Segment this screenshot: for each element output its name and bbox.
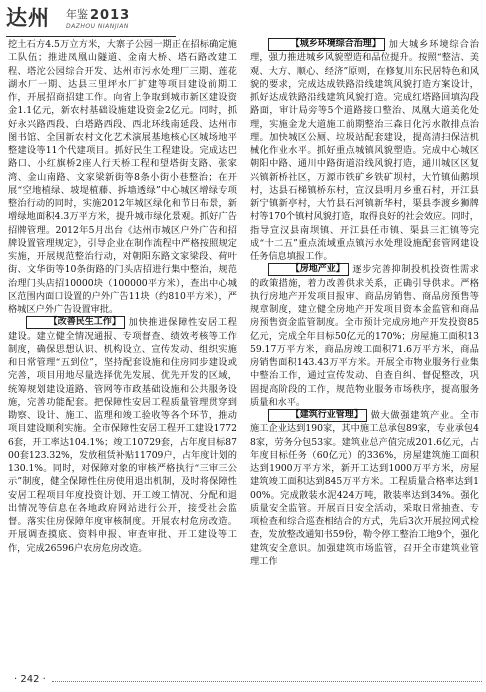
section-construction-industry-text: 做大做强建筑产业。全市施工企业达到190家，其中施工总承包89家，专业承包48家，劳务分包53家。建筑业总产值完成201.6亿元，占年度目标任务（60亿元）的336%，房屋建筑施工面积达到1900万平方米，新开工达到1000万平方米，房屋建筑竣工面积达到845万平方米。工程质量合格率达到100%。完成散装水泥424万吨，散装率达到34%。强化质量安全监管。开展百日安全活动，采取日常抽查、专项检查和综合巡查相结合的方式，先后3次开展拉网式检查，发放整改通知书59份，勒令停工整治工地9个，强化建筑安全意识。加强建筑市场监管，召开全市建筑业管理工作 [250, 410, 479, 567]
left-column [8, 38, 237, 555]
brand-english: DAZHOU NIANJIAN [66, 23, 129, 30]
brand-year: 2013 [90, 8, 131, 23]
section-livelihood [8, 316, 237, 555]
section-heading-environment: 【城乡环境综合治理】 [268, 38, 384, 51]
page-number: · 242 · [14, 674, 46, 685]
section-environment [250, 38, 479, 263]
section-heading-construction-industry: 【建筑行业管理】 [268, 409, 366, 422]
section-livelihood-text: 加快推进保障性安居工程建设。建立健全情况通报、专项督查、绩效考核等工作制度，确保思想认识、机构设立、宣传发动、组织实施和日常管理“五到位”，坚持配套设施和住房同步建设或完善，项目用地尽量选择优先发展、优先开发的区域，统筹规划建设道路、管网等市政基础设施和公共服务设施，完善功能配套。把保障性安居工程质量管理贯穿到勘察、设计、施工、监理和竣工验收等各个环节，推动项目建设顺利实施。全市保障性安居工程开工建设17726套，开工率达104.1%；竣工10729套，占年度目标8700套123.32%，发放租赁补贴11709户，占年度计划的130.1%。同时，对保障对象的审核严格执行“三审三公示”制度，健全保障性住房使用退出机制，及时将保障性安居工程项目年度投资计划、开工竣工情况、分配和退出情况等信息在各地政府网站进行公开，接受社会监督。落实住房保障年度审核制度。开展农村危房改造。开展调查摸底、资料申报、审查审批、开工建设等工作，完成26596户农房危房改造。 [8, 317, 237, 554]
section-environment-text: 加大城乡环境综合治理，强力推进城乡风貌塑造和品位提升。按照“整洁、美观、大方、顺心、经济”原则，在修复川东民居特色和风貌的要求，完成达成铁路沿线建筑风貌打造方案设计，抓好达成铁路沿线建筑风貌打造。完成红塔路回填沟段路面，审计局旁等5个道路接口整治、凤凰大道美化处理，实施金龙大道施工前期整治三森日化污水散排点治理。加快城区公厕、垃圾站配套建设，提高清扫保洁机械化作业水平。抓好重点城镇风貌塑造。完成中心城区朝阳中路、通川中路街道沿线风貌打造，通川城区区复兴镇新桥社区，万源市铁矿乡铁矿坝村，大竹镇仙鹅坝村，达县石梯镇桥东村，宣汉县明月乡重石村，开江县新宁镇新亭村，大竹县石河镇新华村，渠县李渡乡狮牌村等170个镇村风貌打造，取得良好的社会效应。同时，指导宣汉县南坝镇、开江县任市镇、渠县三汇镇等完成“十二五”重点流域重点镇污水处理设施配套管网建设任务信息填报工作。 [250, 39, 479, 262]
page-header [0, 0, 486, 42]
section-real-estate-text: 逐步完善抑制投机投资性需求的政策措施，着力改善供求关系，正确引导供求。严格执行房地产开发项目报审、商品房销售、商品房预售等规章制度，建立健全房地产开发项目资本金监管和商品房预售资金监管制度。全市预计完成房地产开发投资85亿元，完成全年目标50亿元的170%；房屋施工面积1359.17万平方米，商品房竣工面积71.6万平方米，商品房销售面积143.43万平方米。开展全市物业服务行业集中整治工作，通过宣传发动、自查自纠、督促整改，巩固提高阶段的工作，规范物业服务市场秩序，提高服务质量和水平。 [250, 264, 479, 408]
page-footer [0, 672, 486, 692]
brand-title: 达州 [6, 6, 50, 30]
section-construction-industry [250, 409, 479, 568]
right-column [250, 38, 479, 568]
section-real-estate [250, 263, 479, 409]
paragraph-construction: 挖土石方4.5万立方米，大寨子公园一期正在招标确定施工队伍；推进凤凰山隧道、金南大桥、塔石路改建工程、塔沱公园综合开发、达州市污水处理厂三期、莲花湖水厂一期、达县三里坪水厂扩建等项目建设前期工作，开展招商招建工作。向省上争取到城市新区建设资金1.1亿元，新农村基础设施建设资金2亿元。同时，抓好永兴路西段、白塔路西段、西北环线南延段、达州市图书馆、全国新农村文化艺术演展基地核心区城场地平整建设等11个代建项目。抓好民生工程建设。完成达巴路口、小红旗桥2座人行天桥工程和望塔街支路、张家湾、金山南路、文家梁新街等8条小街小巷整治；在开展“空地植绿、坡堤植藤、拆墙透绿”中心城区增绿专项整治行动的同时，实施2012年城区绿化和节日布景，新增绿地面积4.3万平方米，提升城市绿化景观。抓好广告招牌管理。2012年5月出台《达州市城区户外广告和招牌设置管理规定》，引导企业在制作流程中严格按照规定实施，开展规范整治行动，对朝阳东路文家梁段、荷叶街、文华街等10条街路的门头店招进行集中整治，规范治理门头店招10000块（100000平方米），查出中心城区范围内面口设置的户外广告11块（约810平方米），严格城区户外广告设置审批。 [8, 39, 237, 315]
brand-subtitle: 年鉴 [66, 8, 88, 21]
section-heading-livelihood: 【改善民生工作】 [26, 316, 124, 329]
section-heading-real-estate: 【房地产业】 [268, 263, 348, 276]
yearbook-logo [6, 2, 176, 37]
footer-dotted-rule [52, 681, 482, 682]
